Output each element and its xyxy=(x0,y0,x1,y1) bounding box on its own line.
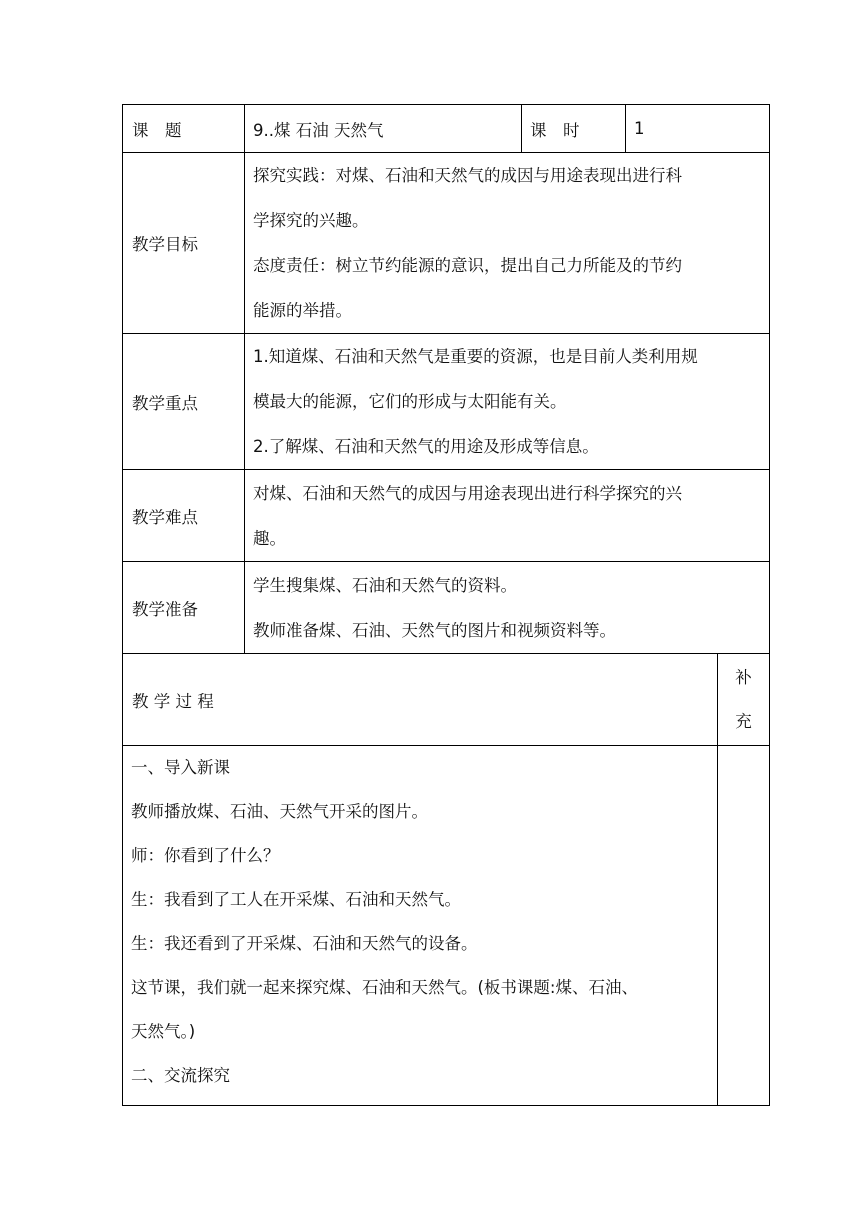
process-line: 一、导入新课 xyxy=(131,758,230,777)
process-line: 生：我看到了工人在开采煤、石油和天然气。 xyxy=(131,890,461,909)
goals-line: 探究实践：对煤、石油和天然气的成因与用途表现出进行科 xyxy=(253,166,682,185)
difficulties-row xyxy=(123,470,770,562)
goals-label: 教学目标 xyxy=(123,153,245,334)
supplement-char: 充 xyxy=(735,711,752,731)
key-points-content xyxy=(245,334,770,470)
goals-row xyxy=(123,153,770,334)
supplement-char: 补 xyxy=(735,667,752,687)
key-points-row xyxy=(123,334,770,470)
key-points-label: 教学重点 xyxy=(123,334,245,470)
preparation-line: 教师准备煤、石油、天然气的图片和视频资料等。 xyxy=(253,620,616,640)
goals-line: 学探究的兴趣。 xyxy=(253,211,369,230)
key-points-line: 1.知道煤、石油和天然气是重要的资源，也是目前人类利用规 xyxy=(253,347,698,366)
header-row xyxy=(123,105,770,153)
difficulties-line: 趣。 xyxy=(253,528,286,548)
preparation-content xyxy=(245,562,770,654)
process-line: 天然气。) xyxy=(131,1022,196,1041)
supplement-header xyxy=(718,654,770,746)
process-line: 生：我还看到了开采煤、石油和天然气的设备。 xyxy=(131,934,478,953)
lesson-plan-table xyxy=(122,104,769,1106)
preparation-label: 教学准备 xyxy=(123,562,245,654)
goals-content xyxy=(245,153,770,334)
process-label: 教 学 过 程 xyxy=(123,654,718,746)
process-line: 这节课，我们就一起来探究煤、石油和天然气。(板书课题:煤、石油、 xyxy=(131,978,638,997)
goals-line: 能源的举措。 xyxy=(253,301,352,320)
topic-label: 课 题 xyxy=(123,105,245,153)
difficulties-label: 教学难点 xyxy=(123,470,245,562)
process-line: 二、交流探究 xyxy=(131,1066,230,1085)
process-header-row xyxy=(123,654,770,746)
supplement-cell xyxy=(718,746,770,1106)
process-body-row xyxy=(123,746,770,1106)
difficulties-content xyxy=(245,470,770,562)
preparation-row xyxy=(123,562,770,654)
process-line: 师：你看到了什么？ xyxy=(131,846,280,865)
topic-value: 9..煤 石油 天然气 xyxy=(245,105,522,153)
process-content xyxy=(123,746,718,1106)
key-points-line: 模最大的能源，它们的形成与太阳能有关。 xyxy=(253,392,567,411)
goals-line: 态度责任：树立节约能源的意识，提出自己力所能及的节约 xyxy=(253,256,682,275)
difficulties-line: 对煤、石油和天然气的成因与用途表现出进行科学探究的兴 xyxy=(253,483,682,503)
process-line: 教师播放煤、石油、天然气开采的图片。 xyxy=(131,802,428,821)
preparation-line: 学生搜集煤、石油和天然气的资料。 xyxy=(253,575,517,595)
hours-value: 1 xyxy=(626,105,770,153)
hours-label: 课 时 xyxy=(522,105,626,153)
key-points-line: 2.了解煤、石油和天然气的用途及形成等信息。 xyxy=(253,437,599,456)
